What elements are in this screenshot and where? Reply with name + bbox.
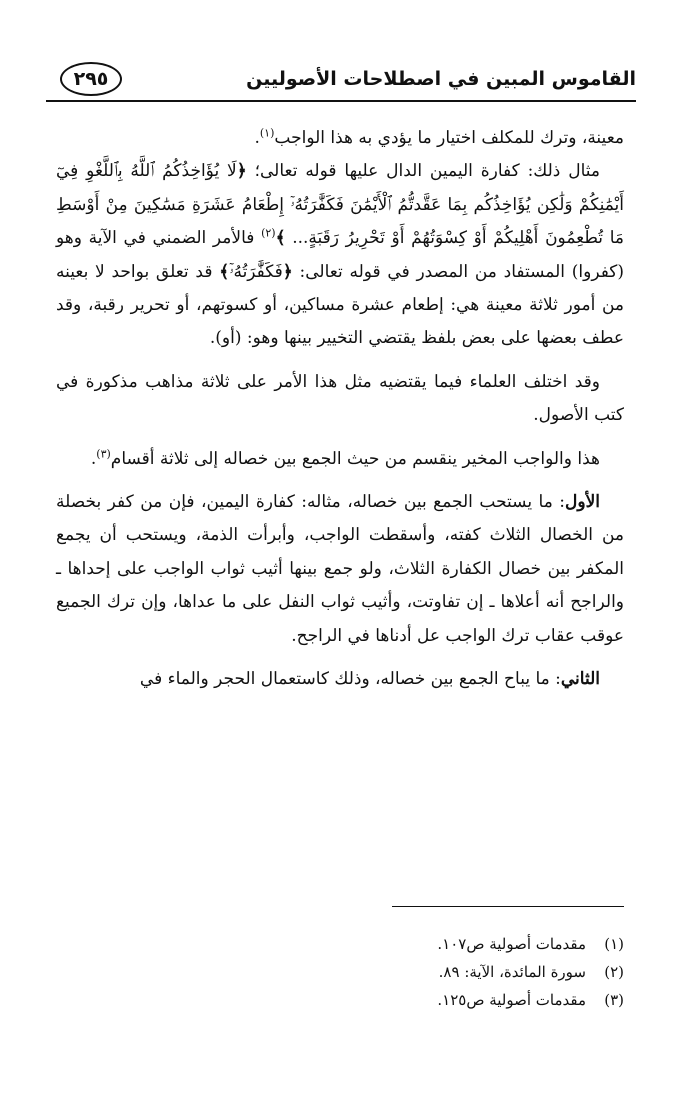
footnote-text: سورة المائدة، الآية: ٨٩.	[438, 963, 586, 981]
header-rule	[46, 100, 636, 102]
footnote-text: مقدمات أصولية ص١٠٧.	[437, 935, 586, 953]
paragraph-2	[56, 155, 624, 355]
ornate-bracket-close-icon: ﴾	[219, 261, 230, 282]
paragraph-4-text: هذا والواجب المخير ينقسم من حيث الجمع بين خصاله إلى ثلاثة أقسام	[110, 448, 600, 469]
quran-verse: لَا يُؤَاخِذُكُمُ ٱللَّهُ بِٱللَّغْوِ فِيٓ أَيْمَٰنِكُمْ وَلَٰكِن يُؤَاخِذُكُم بِمَا عَقَّدتُّمُ ٱلْأَيْمَٰنَ فَكَفَّٰرَتُهُۥٓ إِطْعَامُ عَشَرَةِ مَسَٰكِينَ مِنْ أَوْسَطِ مَا تُطْعِمُونَ أَهْلِيكُمْ أَوْ كِسْوَتُهُمْ أَوْ تَحْرِيرُ رَقَبَةٍ...	[56, 161, 624, 249]
page-number-badge: ٢٩٥	[60, 62, 122, 96]
footnote-item	[56, 930, 624, 958]
footnote-ref-2: (٢)	[261, 226, 276, 240]
paragraph-1	[56, 122, 624, 155]
footnote-number: (٣)	[604, 991, 624, 1009]
paragraph-2-continuation: فالأمر الضمني في الآية وهو (كفروا) المستفاد من المصدر في قوله تعالى:	[56, 228, 625, 282]
paragraph-1-end: .	[254, 128, 260, 148]
paragraph-3	[56, 366, 624, 433]
ornate-bracket-close-icon: ﴾	[275, 228, 286, 249]
paragraph-5-text: : ما يستحب الجمع بين خصاله، مثاله: كفارة اليمين، فإن من كفر بخصلة من الخصال الثلاث كفته، وأسقطت الواجب، وأبرأت الذمة، ويستحب أن يجمع المكفر بين خصال الكفارة الثلاث، ولو جمع بينها أثيب ثواب الواجب على إحداها ـ والراجح أنه أعلاها ـ إن تفاوتت، وأثيب ثواب النفل على ما عداها، وإن ترك الجميع عوقب عقاب ترك الواجب عل أدناها في الراجح.	[56, 492, 624, 646]
paragraph-3-text: وقد اختلف العلماء فيما يقتضيه مثل هذا الأمر على ثلاثة مذاهب مذكورة في كتب الأصول.	[56, 371, 624, 426]
paragraph-4	[56, 443, 624, 476]
paragraph-4-end: .	[90, 448, 97, 469]
paragraph-1-text: معينة، وترك للمكلف اختيار ما يؤدي به هذا الواجب	[274, 128, 624, 148]
ornate-bracket-open-icon: ﴿	[282, 261, 293, 282]
running-title: القاموس المبين في اصطلاحات الأصوليين	[246, 68, 636, 90]
footnote-ref-3: (٣)	[96, 447, 111, 460]
footnote-item	[56, 958, 624, 986]
footnotes	[56, 930, 624, 1014]
ornate-bracket-open-icon: ﴿	[236, 161, 247, 182]
footnote-separator	[392, 906, 624, 907]
paragraph-6-text: : ما يباح الجمع بين خصاله، وذلك كاستعمال الحجر والماء في	[139, 669, 561, 690]
quran-word: فَكَفَّٰرَتُهُۥٓ	[229, 261, 283, 282]
paragraph-5	[56, 486, 624, 653]
paragraph-2-end: قد تعلق بواحد لا بعينه من أمور ثلاثة معينة هي: إطعام عشرة مساكين، أو كسوتهم، أو تحرير رقبة، وقد عطف بعضها على بعض بلفظ يقتضي التخيير بينها وهو: (أو).	[56, 261, 624, 349]
main-text	[56, 122, 624, 707]
footnote-number: (٢)	[604, 963, 624, 981]
paragraph-6	[56, 663, 624, 696]
footnote-number: (١)	[604, 935, 624, 953]
paragraph-2-intro: مثال ذلك: كفارة اليمين الدال عليها قوله تعالى؛	[254, 161, 600, 182]
page-header	[46, 62, 636, 102]
section-label-first: الأول	[565, 492, 600, 513]
footnote-item	[56, 986, 624, 1014]
section-label-second: الثاني	[560, 669, 600, 690]
footnote-text: مقدمات أصولية ص١٢٥.	[437, 991, 586, 1009]
footnote-ref-1: (١)	[259, 126, 275, 140]
